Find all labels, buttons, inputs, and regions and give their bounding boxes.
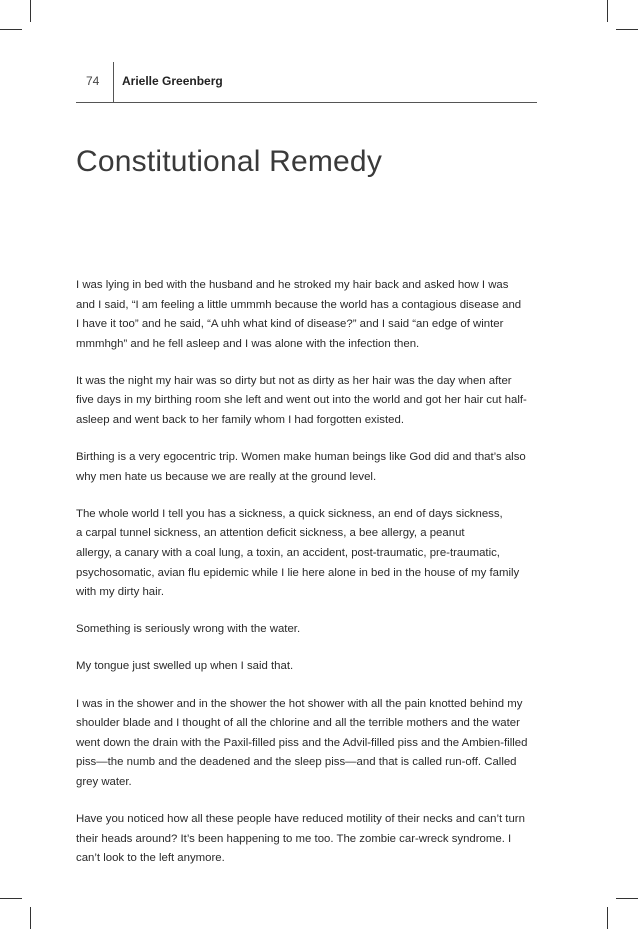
page-number: 74 bbox=[86, 74, 100, 88]
paragraph bbox=[76, 276, 546, 354]
paragraph bbox=[76, 657, 546, 677]
text-line: piss—the numb and the deadened and the sleep piss—and that is called run-off. Called bbox=[76, 756, 517, 769]
text-line: It was the night my hair was so dirty but not as dirty as her hair was the day when after bbox=[76, 374, 512, 387]
paragraph bbox=[76, 620, 546, 640]
paragraph bbox=[76, 505, 546, 603]
text-line: their heads around? It’s been happening to me too. The zombie car-wreck syndrome. I bbox=[76, 832, 512, 845]
crop-mark-top-left-h bbox=[0, 29, 22, 30]
poem-body bbox=[76, 276, 546, 886]
crop-mark-bottom-left-v bbox=[30, 907, 31, 929]
text-line: I was in the shower and in the shower the hot shower with all the pain knotted behind my bbox=[76, 697, 523, 710]
text-line: can’t look to the left anymore. bbox=[76, 852, 225, 865]
text-line: a carpal tunnel sickness, an attention deficit sickness, a bee allergy, a peanut bbox=[76, 527, 465, 540]
crop-mark-bottom-left-h bbox=[0, 898, 22, 899]
poem-title: Constitutional Remedy bbox=[76, 145, 383, 178]
text-line: asleep and went back to her family whom I had forgotten existed. bbox=[76, 414, 404, 427]
crop-mark-top-right-v bbox=[607, 0, 608, 22]
crop-mark-bottom-right-v bbox=[607, 907, 608, 929]
crop-mark-bottom-right-h bbox=[616, 898, 638, 899]
text-line: and I said, “I am feeling a little ummmh because the world has a contagious disease and bbox=[76, 298, 522, 311]
text-line: My tongue just swelled up when I said that. bbox=[76, 660, 294, 673]
text-line: Birthing is a very egocentric trip. Women make human beings like God did and that’s also bbox=[76, 451, 526, 464]
text-line: five days in my birthing room she left and went out into the world and got her hair cut half- bbox=[76, 394, 527, 407]
text-line: why men hate us because we are really at the ground level. bbox=[76, 470, 377, 483]
text-line: Have you noticed how all these people have reduced motility of their necks and can’t turn bbox=[76, 812, 525, 825]
crop-mark-top-left-v bbox=[30, 0, 31, 22]
text-line: psychosomatic, avian flu epidemic while I lie here alone in bed in the house of my family bbox=[76, 566, 520, 579]
text-line: with my dirty hair. bbox=[76, 586, 164, 599]
paragraph bbox=[76, 810, 546, 869]
author-name: Arielle Greenberg bbox=[122, 74, 223, 88]
paragraph bbox=[76, 448, 546, 487]
crop-mark-top-right-h bbox=[616, 29, 638, 30]
header-divider bbox=[113, 62, 114, 102]
text-line: The whole world I tell you has a sickness, a quick sickness, an end of days sickness, bbox=[76, 507, 503, 520]
text-line: Something is seriously wrong with the water. bbox=[76, 623, 301, 636]
paragraph bbox=[76, 695, 546, 793]
paragraph bbox=[76, 372, 546, 431]
text-line: I have it too” and he said, “A uhh what kind of disease?” and I said “an edge of winter bbox=[76, 318, 504, 331]
text-line: shoulder blade and I thought of all the chlorine and all the terrible mothers and the water bbox=[76, 717, 520, 730]
text-line: went down the drain with the Paxil-filled piss and the Advil-filled piss and the Ambien-filled bbox=[76, 736, 528, 749]
text-line: I was lying in bed with the husband and he stroked my hair back and asked how I was bbox=[76, 279, 509, 291]
text-line: mmmhgh” and he fell asleep and I was alone with the infection then. bbox=[76, 337, 420, 350]
text-line: allergy, a canary with a coal lung, a toxin, an accident, post-traumatic, pre-traumatic, bbox=[76, 547, 500, 560]
text-line: grey water. bbox=[76, 775, 132, 788]
page-header bbox=[76, 62, 537, 103]
